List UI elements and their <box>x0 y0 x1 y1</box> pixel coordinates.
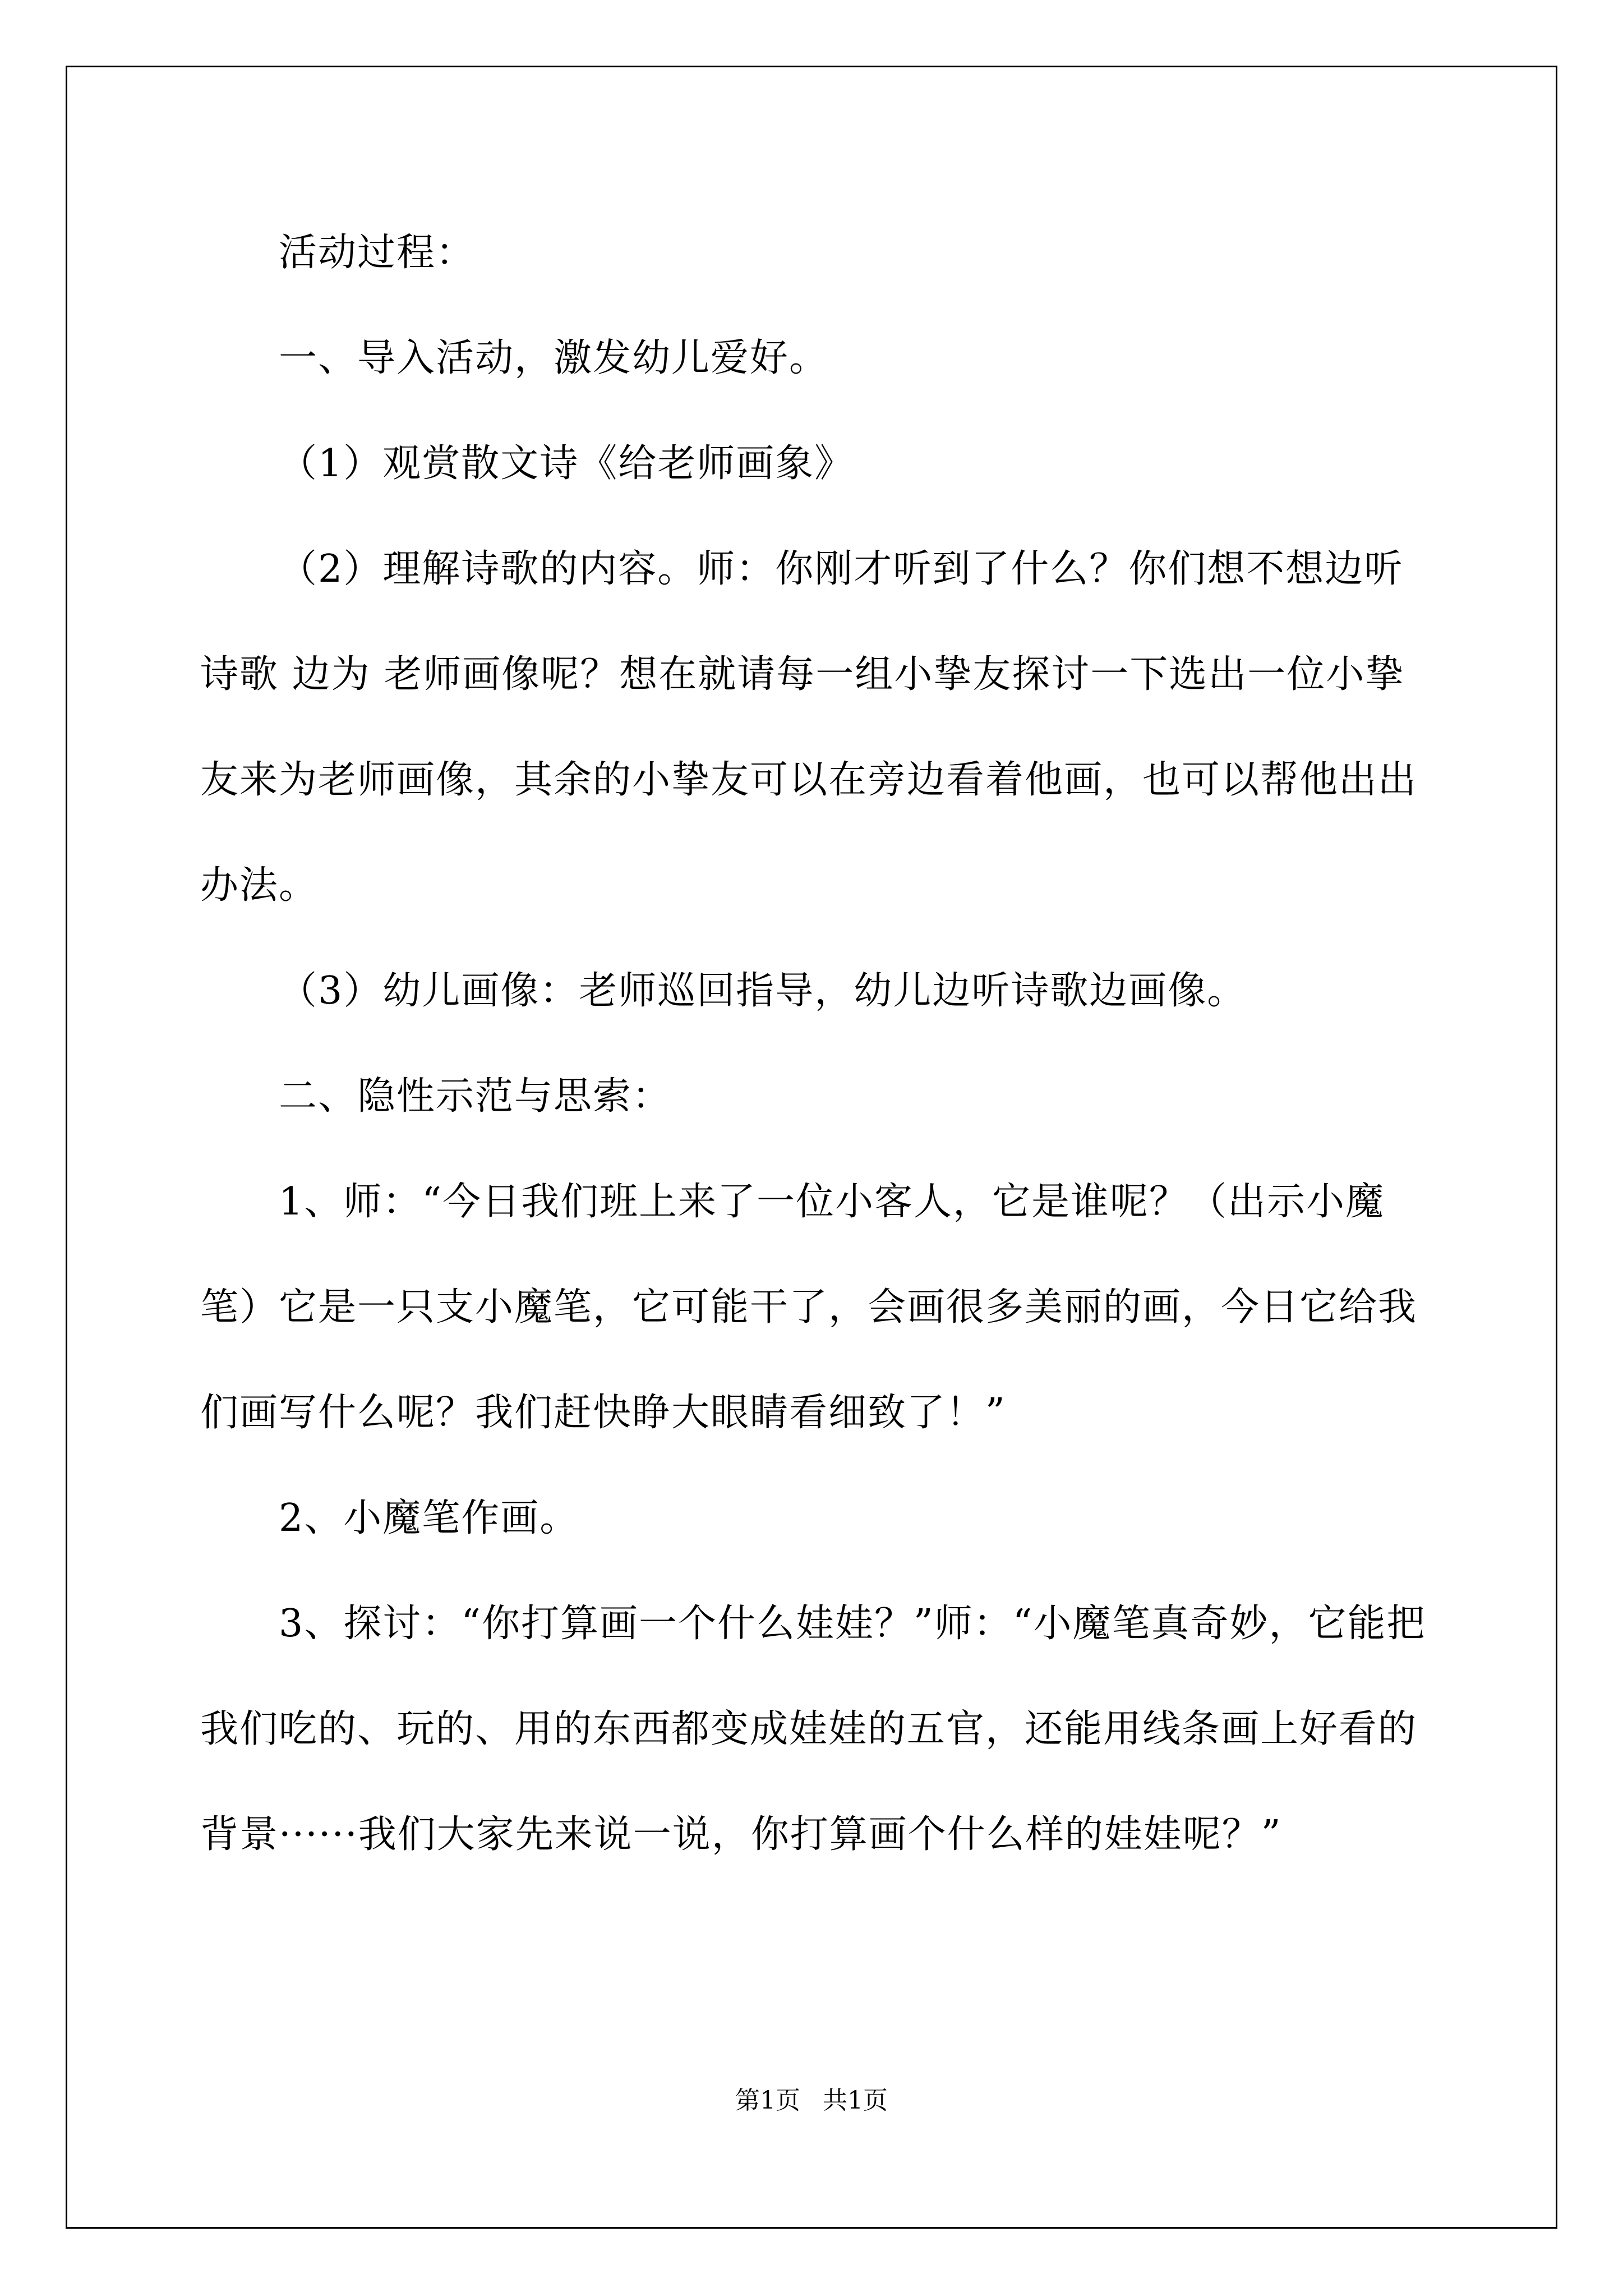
page-footer <box>0 2084 1623 2118</box>
paragraph-activity-process: 活动过程： <box>279 231 476 275</box>
paragraph-step-1: 1、师：“今日我们班上来了一位小客人，它是谁呢？（出示小魔笔）它是一只支小魔笔，它可能干了，会画很多美丽的画，今日它给我们画写什么呢？我们赶快睁大眼睛看细致了！” <box>200 1180 1418 1435</box>
paragraph-step-3: 3、探讨：“你打算画一个什么娃娃？”师：“小魔笔真奇妙，它能把我们吃的、玩的、用的东西都变成娃娃的五官，还能用线条画上好看的背景······我们大家先来说一说，你打算画个什么样的娃娃呢？” <box>200 1602 1426 1857</box>
paragraph-section-one: 一、导入活动，激发幼儿爱好。 <box>279 336 829 380</box>
page-number: 第1页 <box>735 2086 800 2115</box>
page-total: 共1页 <box>823 2086 888 2115</box>
paragraph-step-2: 2、小魔笔作画。 <box>279 1496 579 1540</box>
document-body <box>200 200 1428 1888</box>
paragraph-section-two: 二、隐性示范与思索： <box>279 1074 672 1119</box>
paragraph-item-1: （1）观赏散文诗《给老师画象》 <box>279 441 854 486</box>
paragraph-item-3: （3）幼儿画像：老师巡回指导，幼儿边听诗歌边画像。 <box>279 969 1247 1013</box>
paragraph-item-2: （2）理解诗歌的内容。师：你刚才听到了什么？你们想不想边听诗歌 边为 老师画像呢？想在就请每一组小挚友探讨一下选出一位小挚友来为老师画像，其余的小挚友可以在旁边看着他画，也可以帮他出出办法。 <box>200 547 1418 908</box>
